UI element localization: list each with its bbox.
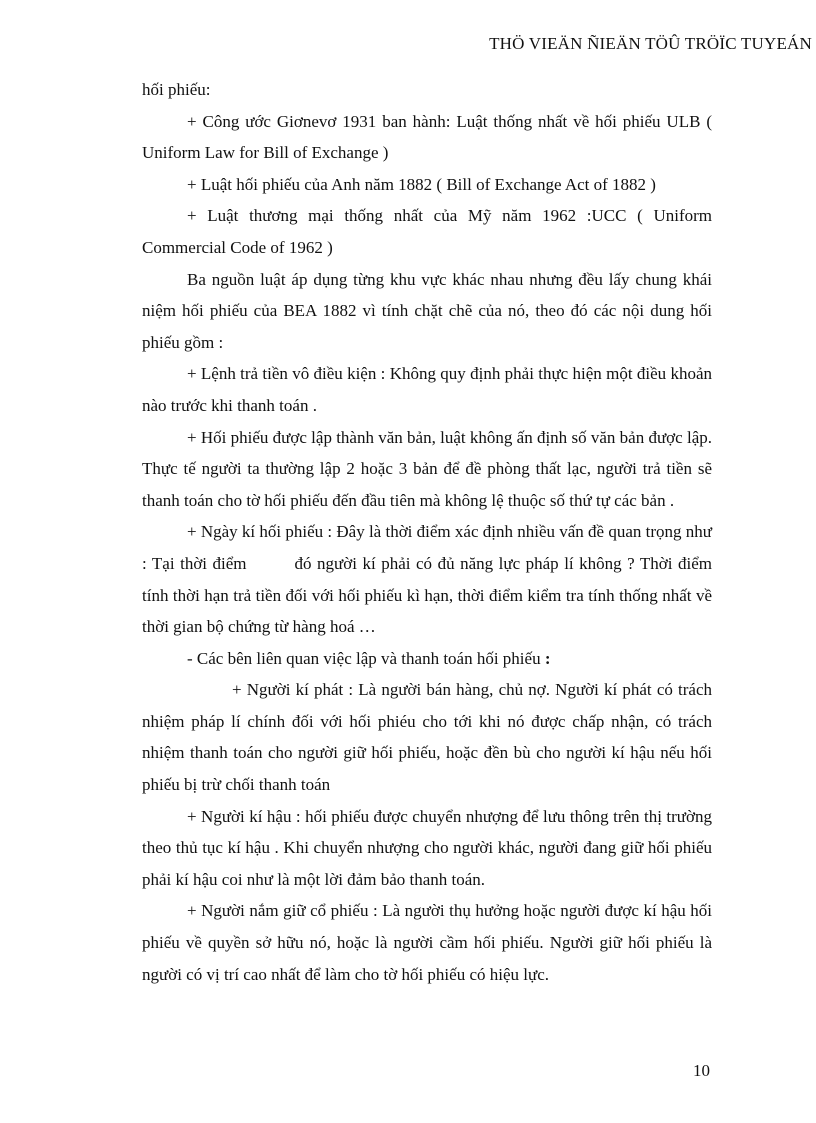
page-number: 10 bbox=[693, 1061, 710, 1080]
page-body bbox=[142, 74, 712, 990]
paragraph-text: + Ngày kí hối phiếu : Đây là thời điểm xác định nhiều vấn đề quan trọng như : Tại thời điểm bbox=[142, 522, 712, 573]
paragraph bbox=[142, 643, 712, 675]
paragraph: + Người nắm giữ cổ phiếu : Là người thụ hưởng hoặc người được kí hậu hối phiếu về quyền sở hữu nó, hoặc là người cầm hối phiếu. Người giữ hối phiếu là người có vị trí cao nhất để làm cho tờ hối phiếu có hiệu lực. bbox=[142, 901, 712, 984]
paragraph: + Công ước Giơnevơ 1931 ban hành: Luật thống nhất về hối phiếu ULB ( Uniform Law for Bill of Exchange ) bbox=[142, 111, 712, 163]
paragraph: + Người kí hậu : hối phiếu được chuyển nhượng để lưu thông trên thị trường theo thủ tục kí hậu . Khi chuyển nhượng cho người khác, người đang giữ hối phiếu phải kí hậu coi như là một lời đảm bảo thanh toán. bbox=[142, 806, 712, 889]
paragraph-text: - Các bên liên quan việc lập và thanh toán hối phiếu bbox=[187, 648, 541, 668]
paragraph-text: đó người kí phải có đủ năng lực pháp lí không ? Thời điểm tính thời hạn trả tiền đối với hối phiếu kì hạn, thời điểm kiểm tra tính thống nhất về thời gian bộ chứng từ hàng hoá … bbox=[142, 553, 713, 637]
paragraph bbox=[142, 516, 712, 642]
paragraph: + Lệnh trả tiền vô điều kiện : Không quy định phải thực hiện một điều khoản nào trước khi thanh toán . bbox=[142, 364, 712, 415]
paragraph: Ba nguồn luật áp dụng từng khu vực khác nhau nhưng đều lấy chung khái niệm hối phiếu của BEA 1882 vì tính chặt chẽ của nó, theo đó các nội dung hối phiếu gồm : bbox=[142, 269, 712, 352]
paragraph: + Luật hối phiếu của Anh năm 1882 ( Bill of Exchange Act of 1882 ) bbox=[187, 174, 656, 194]
paragraph: hối phiếu: bbox=[142, 80, 211, 99]
paragraph: + Người kí phát : Là người bán hàng, chủ nợ. Người kí phát có trách nhiệm pháp lí chính đối với hối phiéu cho tới khi nó được chấp nhận, có trách nhiệm thanh toán cho người giữ hối phiếu, hoặc đền bù cho người kí hậu nếu hối phiếu bị trừ chối thanh toán bbox=[142, 680, 712, 795]
paragraph: + Luật thương mại thống nhất của Mỹ năm 1962 :UCC ( Uniform Commercial Code of 1962 ) bbox=[142, 206, 712, 257]
running-header: THÖ VIEÄN ÑIEÄN TÖÛ TRÖÏC TUYEÁN bbox=[489, 34, 812, 53]
paragraph: + Hối phiếu được lập thành văn bản, luật không ấn định số văn bản được lập. Thực tế người ta thường lập 2 hoặc 3 bản để đề phòng thất lạc, người trả tiền sẽ thanh toán cho tờ hối phiếu đến đầu tiên mà không lệ thuộc số thứ tự các bản . bbox=[142, 427, 712, 510]
bold-colon: : bbox=[544, 648, 551, 668]
